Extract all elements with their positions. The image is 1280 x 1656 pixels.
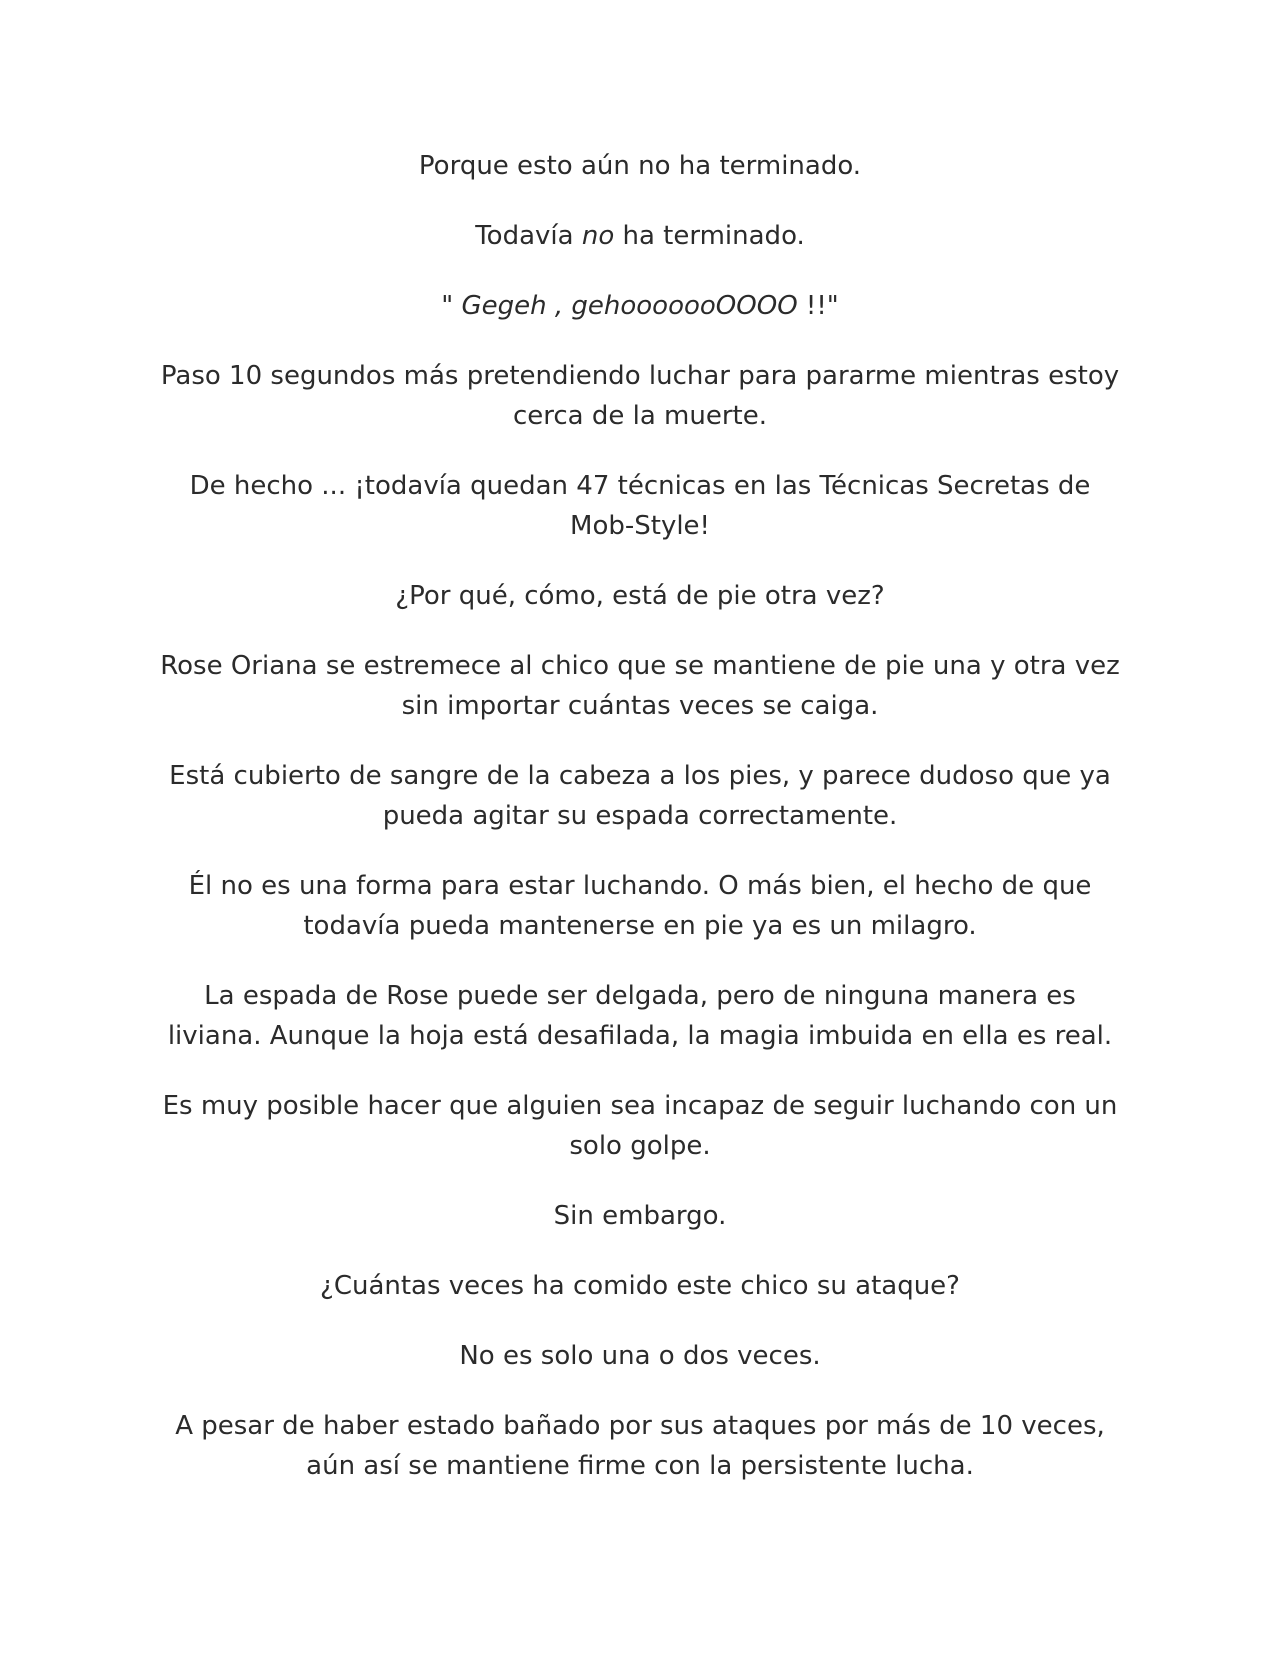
paragraph-8: Está cubierto de sangre de la cabeza a los pies, y parece dudoso que ya pueda agitar su espada correctamente. — [169, 761, 1111, 831]
paragraph-4: Paso 10 segundos más pretendiendo luchar para pararme mientras estoy cerca de la muerte. — [160, 361, 1120, 431]
paragraph-3 — [160, 286, 1120, 326]
paragraph-2-part-1: Todavía — [475, 221, 582, 251]
paragraph-3-quote-close: !!" — [797, 291, 839, 321]
paragraph-3-quote-open: " — [441, 291, 462, 321]
paragraph-12: Sin embargo. — [553, 1201, 727, 1231]
paragraph-5: De hecho ... ¡todavía quedan 47 técnicas en las Técnicas Secretas de Mob-Style! — [189, 471, 1091, 541]
paragraph-14: No es solo una o dos veces. — [459, 1341, 821, 1371]
paragraph-15: A pesar de haber estado bañado por sus ataques por más de 10 veces, aún así se mantiene firme con la persistente lucha. — [175, 1411, 1105, 1481]
paragraph-1: Porque esto aún no ha terminado. — [418, 151, 862, 181]
document-body — [160, 146, 1120, 1516]
paragraph-13: ¿Cuántas veces ha comido este chico su ataque? — [320, 1271, 960, 1301]
paragraph-2-part-3: ha terminado. — [614, 221, 805, 251]
paragraph-7: Rose Oriana se estremece al chico que se mantiene de pie una y otra vez sin importar cuántas veces se caiga. — [160, 651, 1120, 721]
paragraph-10: La espada de Rose puede ser delgada, pero de ninguna manera es liviana. Aunque la hoja está desafilada, la magia imbuida en ella es real. — [167, 981, 1113, 1051]
paragraph-2-emphasis: no — [581, 221, 615, 251]
paragraph-9: Él no es una forma para estar luchando. O más bien, el hecho de que todavía pueda mantenerse en pie ya es un milagro. — [188, 871, 1092, 941]
paragraph-3-shout: Gegeh , gehooooooOOOO — [461, 291, 798, 321]
paragraph-6: ¿Por qué, cómo, está de pie otra vez? — [395, 581, 885, 611]
paragraph-11: Es muy posible hacer que alguien sea incapaz de seguir luchando con un solo golpe. — [162, 1091, 1118, 1161]
paragraph-2 — [160, 216, 1120, 256]
